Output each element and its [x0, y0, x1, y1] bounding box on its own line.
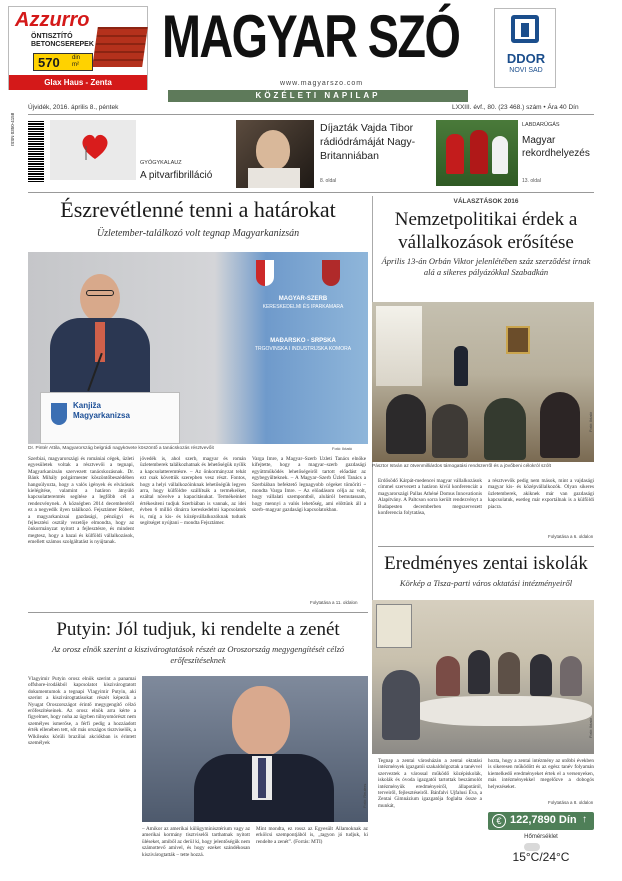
- article1-photo-credit: Fotó: Iktató: [332, 446, 353, 451]
- ddor-city: NOVI SAD: [509, 67, 543, 74]
- participant-3: [468, 650, 490, 694]
- man-portrait: [256, 130, 290, 170]
- banner-line-1: MAGYAR-SZERB: [278, 296, 328, 302]
- banner-line-3: MAĐARSKO - SRPSKA: [270, 338, 336, 344]
- article2-photo: [372, 302, 594, 462]
- speaker-head: [80, 274, 120, 322]
- article1-col-3: Varga Imre, a Magyar–Szerb Üzleti Tanács elnöke kifejtette, hogy a magyar–szerb gazdasági együttműködés lehetőségeiről tartott előadást az egybegyűlteknek. – A Magyar–Szerb Üzleti Tanács a Szerbiában befektető legnagyobb cégeket tömöríti – mondta Varga Imre. – Az előadásom célja az volt, hogy vállalati szempontból, aluláról bemutassam, hogy mennyi a valós lehetőség, ami előttünk áll a szerb–magyar gazdasági kapcsolatokban.: [252, 456, 366, 514]
- heart-icon: [80, 132, 110, 160]
- dateline-rule: [28, 114, 594, 115]
- participant-5: [530, 654, 552, 696]
- dateline-date: Újvidék, 2016. április 8., péntek: [28, 104, 119, 111]
- article2-headline[interactable]: Nemzetpolitikai érdek a vállalkozások erősítése: [394, 209, 578, 253]
- teaser-health[interactable]: [50, 120, 136, 180]
- article3-col-2: – Amikor az amerikai külügyminisztérium vagy az amerikai kormány tisztviselői tarthatnak nyitott üléseket, amiből az derül ki, hogy jelentőségük nem számottevő amivel, és hogy ezeket szándékosan kiszivárogtatták – tette hozzá.: [142, 826, 250, 858]
- ad-brand: Azzurro: [15, 9, 90, 31]
- article2-continued[interactable]: Folytatása a 6. oldalon: [548, 534, 594, 539]
- audience-2: [432, 404, 468, 458]
- teaser-football-page: 13. oldal: [522, 178, 541, 184]
- article3-col-1: Vlagyimir Putyin orosz elnök szerint a panamai offshore-irodákból kapcsolatot kiszivárogtatott dokumentumok a tegnapi Vlagyimir Putyin, aki szerint a kiszivárogtatásokat részét képezik a Nyugat Oroszországot érintő megygengítő célzó erőfeszítéseinek. Az orosz elnök arra kérte a figyelmet, hogy noha az ügyben túlnyomórészt nem személyes ismerőse, a férfi pedig a hozzáadott érték ellenében tett, sőt más országos tisztviselők, a Wikileaks körüli brazíliai akciókban is érintett személyek: [28, 676, 136, 747]
- participant-4: [498, 652, 520, 694]
- window-light: [376, 306, 422, 386]
- price-unit-top: din: [72, 55, 81, 61]
- article1-photo-caption: Dr. Pintér Attila, Magyarország belgrádi nagykövete köszöntő a tanácskozás résztvevőit: [28, 446, 214, 451]
- article2-subhead: Április 13-án Orbán Viktor jelenlétében száz szerződést írnak alá a sikeres pályázókkal Szabadkán: [381, 256, 591, 277]
- participant-6: [560, 656, 582, 696]
- teaser-vajda-page: 8. oldal: [320, 178, 337, 184]
- banner-line-2: KERESKEDELMI ÉS IPARKAMARA: [262, 304, 344, 310]
- dateline-issue: LXXIII. évf., 80. (23 468.) szám • Ára 40 Dín: [452, 104, 579, 111]
- serbia-coat-icon: [322, 260, 340, 286]
- article3-headline[interactable]: Putyin: Jól tudjuk, ki rendelte a zenét: [56, 619, 340, 640]
- weather-temp: 15°C/24°C: [512, 850, 570, 864]
- putin-tie: [258, 758, 266, 798]
- article4-photo: [372, 600, 594, 754]
- barcode: [28, 120, 44, 182]
- article3-col-3: Mint mondta, ez rossz az Egyesült Államoknak az erkölcsi szempontjából is, „tagyon jó tudjuk, ki rendelte a zenét”. (Forrás: MTI): [256, 826, 368, 845]
- article3-subhead: Az orosz elnök szerint a kiszivárogtatások részét az Oroszország megygengítését célzó erőfeszítéseknek: [51, 644, 345, 665]
- masthead-url[interactable]: www.magyarszo.com: [280, 80, 364, 87]
- wall-painting: [506, 326, 530, 354]
- article3-photo-credit: Fotó: Reuters: [362, 783, 367, 808]
- audience-1: [386, 394, 426, 454]
- article4-continued[interactable]: Folytatása a 8. oldalon: [548, 800, 594, 805]
- exchange-box: [488, 812, 594, 830]
- article2-photo-caption: Pásztor István az ötvenmilliárdos támogatási rendszerről és a jövőbeni célokról szólt: [372, 464, 551, 469]
- article1-headline[interactable]: Észrevétlenné tenni a határokat: [60, 197, 336, 222]
- teaser-vajda-title[interactable]: Díjazták Vajda Tibor rádiódrámáját Nagy-Britanniában: [320, 122, 416, 162]
- arrow-up-icon: ↑: [582, 814, 587, 825]
- roof-tiles-image: [92, 27, 148, 67]
- article1-bottom-rule: [28, 612, 368, 613]
- hungary-coat-icon: [256, 260, 274, 286]
- teaser-health-kicker: GYÓGYKALAUZ: [140, 160, 182, 166]
- participant-2: [436, 656, 460, 696]
- man-shirt: [248, 168, 300, 188]
- article4-subhead: Körkép a Tisza-parti város oktatási intézményeiről: [399, 578, 573, 588]
- price-box: [33, 53, 93, 71]
- article4-photo-credit: Fotó: Iktató: [588, 717, 593, 738]
- ad-tagline-2: BETONCSEREPEK: [31, 41, 94, 48]
- article2-col-1: Erdősödő Kárpát-medencei magyar vállalkozások címmel szervezett a határon kívül konferenciát a magyarországi Pallas Athéné Domus Innovationis Alapítvány. A Paltcson sorra került rendezvényt a Budapesten decemberben megszervezett konferencia folytatása,: [378, 478, 482, 517]
- meeting-table: [412, 696, 592, 726]
- masthead-title: MAGYAR SZÓ: [162, 3, 460, 70]
- teaser-health-title[interactable]: A pitvarfibrilláció: [140, 170, 213, 181]
- masthead-subtitle: KÖZÉLETI NAPILAP: [168, 90, 468, 102]
- teaser-football-kicker: LABDARÚGÁS: [522, 122, 560, 128]
- teaser-rule: [28, 192, 594, 193]
- teaser-vajda-photo: [236, 120, 314, 188]
- ad-store: Glax Haus - Zenta: [9, 75, 147, 90]
- article1-continued[interactable]: Folytatása a 11. oldalon: [310, 600, 358, 605]
- article2-photo-credit: Fotó: Iktató: [588, 411, 593, 432]
- audience-3: [484, 398, 526, 460]
- article2-rule: [378, 546, 594, 547]
- teaser-football-title[interactable]: Magyar rekordhelyezés: [522, 135, 590, 159]
- player-red-2: [470, 130, 488, 174]
- article2-col-2: a résztvevők pedig nem mások, mint a vajdasági magyar kis- és középvállalkozók. Olyan sikeres üzletemberek, akiknek már van gazdasági kapcsolatuk, esetleg már exportálnak is a külföldi piacra.: [488, 478, 594, 510]
- article1-col-1: Szerbiai, magyarországi és romániai cégek, üzleti egyesületek voltak a résztvevői a tegnapi, Magyarkanizsán szervezett tanácskozásnak. Dr. Bánk Mihály polgármester köszöntőbeszédében hangsúlyozta, hogy a valós igények és elvárások kielégítése, valamint a határon átnyúló kapcsolatteremtés segítése a legfőbb cél a rendezvénynek. A községben 2014 decemberétől ez a negyedik ilyen találkozó. Fejsztámer Róbert, a magyarkanizsai gazdasági, pénzügyi és fejlesztési osztály vezetője elmondta, hogy az önkormányzat nyitott a fejlesztésre, és mindent megtesz, hogy a hazai és külföldi vállalkozások, emellett számos szolgáltatást is nyújtanak.: [28, 456, 134, 546]
- article4-col-2: hozta, hogy a zentai intézmény az utóbbi években is sikeresen működött és az egész tanév folyamán kiemelkedő eredményeket értek el a versenyeken, más intézményekkel megelőzve a dobogós helyezéseket.: [488, 758, 594, 790]
- ad-tagline-1: ÖNTISZTÍTÓ: [31, 33, 73, 40]
- presenter: [454, 346, 468, 386]
- article1-subhead: Üzletember-találkozó volt tegnap Magyarkanizsán: [96, 228, 300, 239]
- article4-headline[interactable]: Eredményes zentai iskolák: [384, 553, 588, 574]
- podium-label: Kanjiža Magyarkanizsa: [73, 401, 130, 420]
- article1-col-2: jövedék is, ahol szerb, magyar és román üzletemberek találkozhatnak és lehetőségük nyílik a kapcsolatteremtésre. – Az önkormányzat tehát ezt csak követtük szerepben vesz részt. Fontos, hogy a helyi vállalkozóinknak lehetőségük legyen arra, hogy külföldre szállítsák a termékeiket, ezáltal növelve a kapacitásukat. Termékeinket értékesíteni tudjuk Szerbiában is vannak, az idei évben 6 millió dinárra kereskedelmi kapcsolatok is, míg a kis- és középvállalkozóknak tudunk segítséget nyújtani – mondta Fejsztámer.: [140, 456, 246, 527]
- article2-kicker: VÁLASZTÁSOK 2016: [453, 198, 519, 205]
- exchange-value: 122,7890 Dín: [510, 814, 577, 826]
- ddor-logo-bar: [521, 23, 529, 37]
- putin-head: [232, 686, 290, 756]
- wall-map: [376, 604, 412, 648]
- banner-line-4: TRGOVINSKA I INDUSTRIJSKA KOMORA: [254, 346, 352, 352]
- article1-photo: [28, 252, 368, 444]
- podium: [40, 392, 180, 444]
- player-white: [492, 136, 508, 174]
- audience-4: [540, 392, 580, 458]
- price-value: 570: [38, 55, 60, 70]
- price-unit-bottom: m²: [72, 62, 79, 68]
- ddor-brand: DDOR: [506, 51, 546, 66]
- ad-ddor[interactable]: [494, 8, 556, 88]
- ad-azzurro[interactable]: [8, 6, 148, 90]
- banner-flags: [238, 258, 358, 294]
- kanjiza-coat-icon: [51, 403, 67, 425]
- speaker-glasses: [86, 290, 114, 296]
- euro-icon: €: [492, 814, 506, 828]
- barcode-text: ISSN 0350-4158: [10, 112, 15, 146]
- participant-1: [382, 670, 420, 740]
- player-red-1: [446, 134, 464, 174]
- article4-col-1: Tegnap a zentai városházán a zentai oktatási intézmények igazgatói szakaldolgoztak a tanévvel szerveztek a várossal működő középiskolák, iskolák és óvoda igazgatói tartottak beszámolót intézményük eredményeiről, állapotáról, terveiről, fejlesztéseiről. Bánfalvi Ujfalusi Éva, a Zentai Gimnázium igazgatója foglalta össze a munkát,: [378, 758, 482, 809]
- article3-photo: [142, 676, 368, 822]
- weather-label: Hőmérséklet: [524, 834, 558, 840]
- teaser-football-photo: [436, 120, 518, 186]
